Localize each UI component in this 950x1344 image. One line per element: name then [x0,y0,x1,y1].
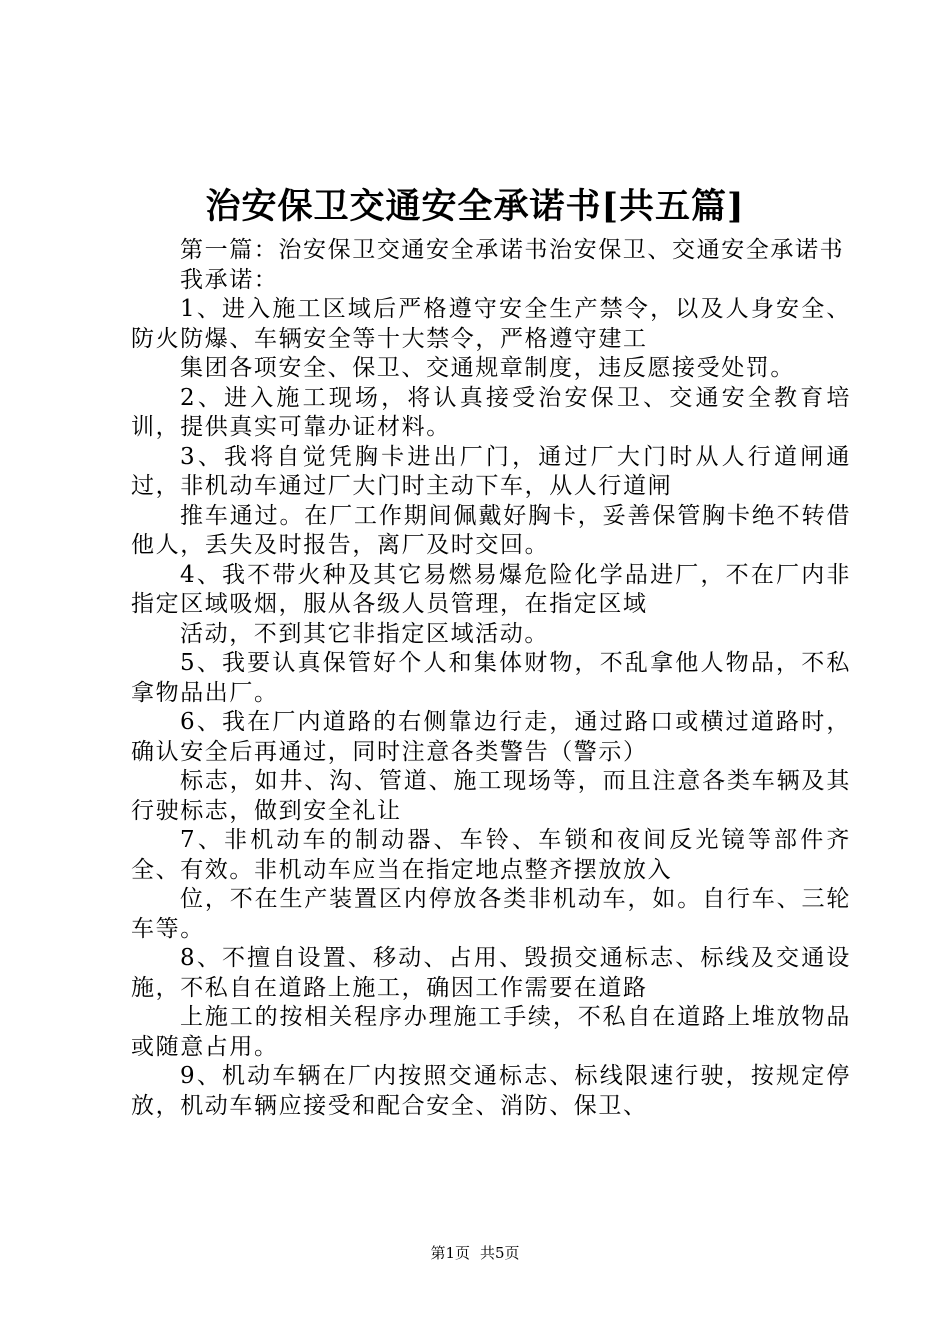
paragraph-12: 标志，如井、沟、管道、施工现场等，而且注意各类车辆及其行驶标志，做到安全礼让 [131,768,851,824]
paragraph-14: 位，不在生产装置区内停放各类非机动车，如。自行车、三轮车等。 [131,886,851,942]
page-total: 共5页 [480,1244,520,1262]
paragraph-5: 2、进入施工现场，将认真接受治安保卫、交通安全教育培训，提供真实可靠办证材料。 [131,384,851,440]
document-body [131,236,851,1121]
document-title: 治安保卫交通安全承诺书[共五篇] [205,186,745,227]
paragraph-17: 9、机动车辆在厂内按照交通标志、标线限速行驶，按规定停放，机动车辆应接受和配合安全、消防、保卫、 [131,1063,851,1119]
paragraph-16: 上施工的按相关程序办理施工手续，不私自在道路上堆放物品或随意占用。 [131,1004,851,1060]
paragraph-3: 1、进入施工区域后严格遵守安全生产禁令，以及人身安全、防火防爆、车辆安全等十大禁令，严格遵守建工 [131,296,851,352]
paragraph-7: 推车通过。在厂工作期间佩戴好胸卡，妥善保管胸卡绝不转借他人，丢失及时报告，离厂及时交回。 [131,502,851,558]
paragraph-10: 5、我要认真保管好个人和集体财物，不乱拿他人物品，不私拿物品出厂。 [131,650,851,706]
page-footer [0,1243,950,1263]
paragraph-13: 7、非机动车的制动器、车铃、车锁和夜间反光镜等部件齐全、有效。非机动车应当在指定地点整齐摆放放入 [131,827,851,883]
paragraph-4: 集团各项安全、保卫、交通规章制度，违反愿接受处罚。 [180,355,795,381]
paragraph-15: 8、不擅自设置、移动、占用、毁损交通标志、标线及交通设施，不私自在道路上施工，确因工作需要在道路 [131,945,851,1001]
paragraph-1: 第一篇：治安保卫交通安全承诺书治安保卫、交通安全承诺书 [180,237,845,263]
paragraph-6: 3、我将自觉凭胸卡进出厂门，通过厂大门时从人行道闸通过，非机动车通过厂大门时主动下车，从人行道闸 [131,443,851,499]
paragraph-11: 6、我在厂内道路的右侧靠边行走，通过路口或横过道路时，确认安全后再通过，同时注意各类警告（警示） [131,709,851,765]
paragraph-8: 4、我不带火种及其它易燃易爆危险化学品进厂，不在厂内非指定区域吸烟，服从各级人员管理，在指定区域 [131,561,851,617]
page-number: 第1页 [430,1244,470,1262]
paragraph-9: 活动，不到其它非指定区域活动。 [180,620,549,647]
paragraph-2: 我承诺： [180,266,279,293]
